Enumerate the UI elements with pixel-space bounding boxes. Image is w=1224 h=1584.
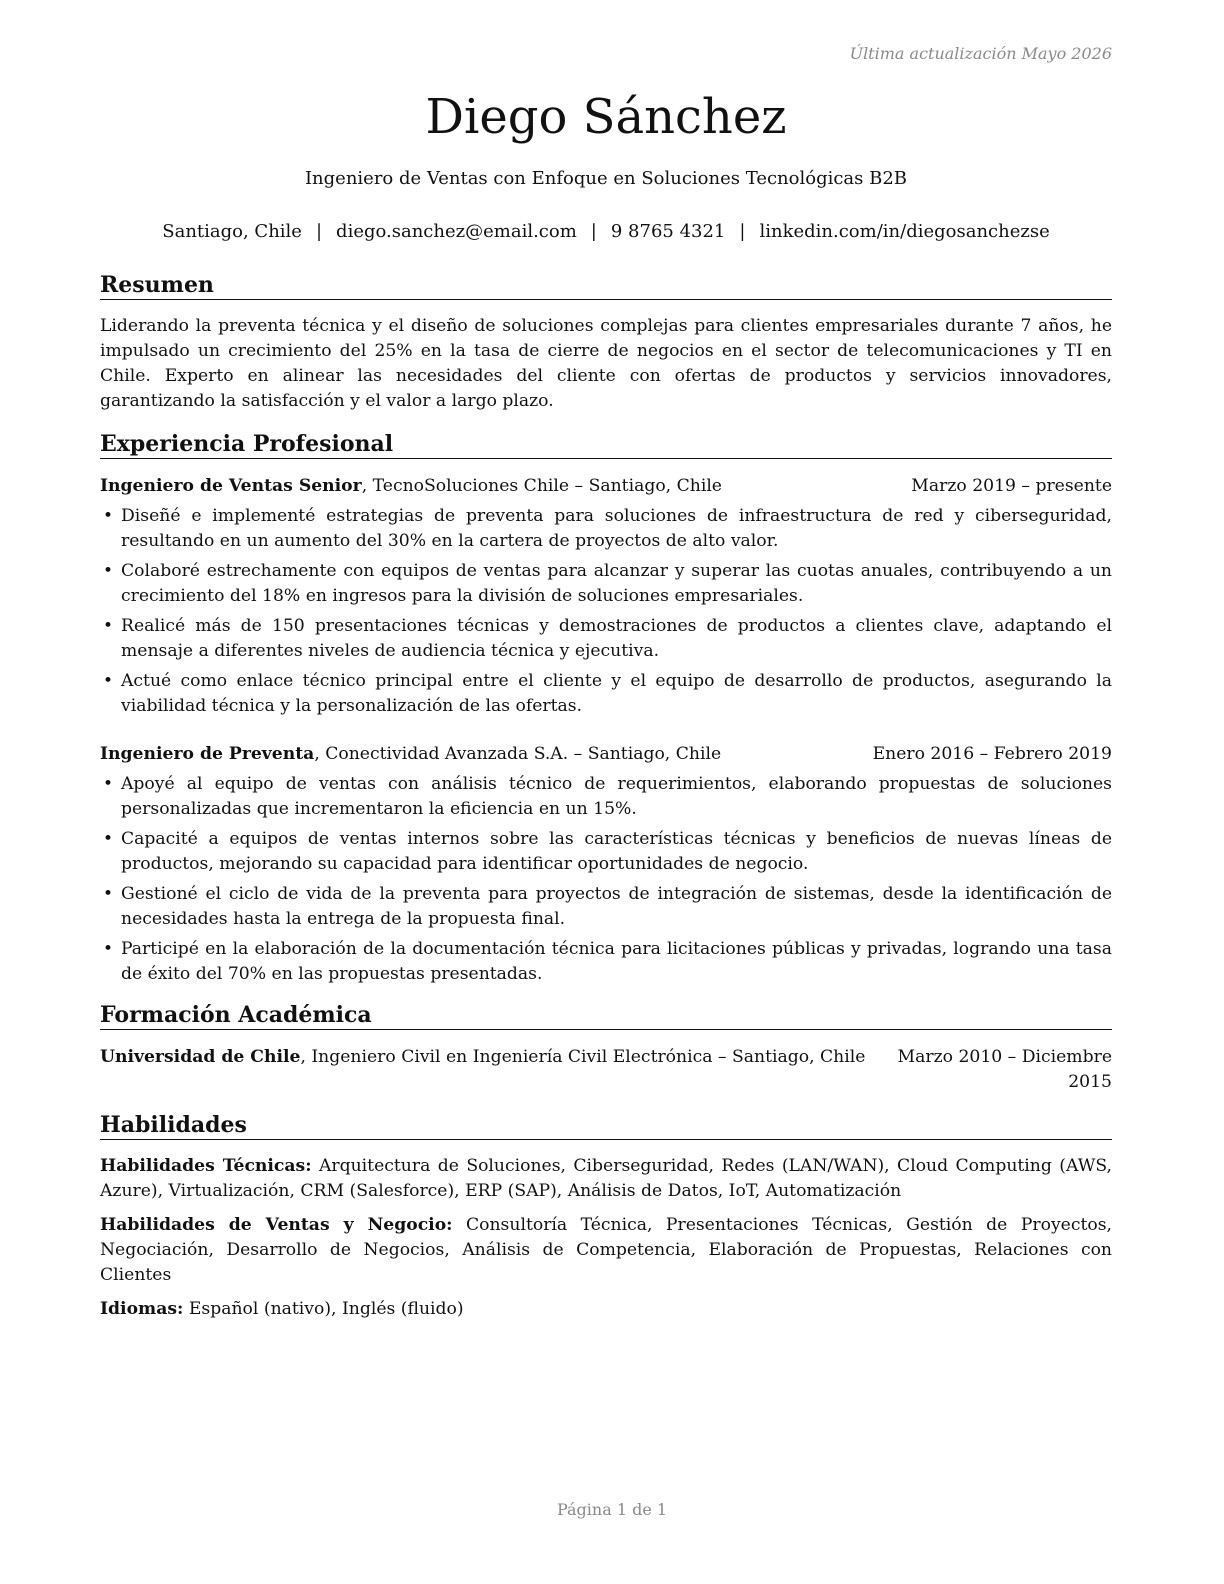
candidate-name: Diego Sánchez: [425, 89, 787, 145]
job-dates: Enero 2016 – Febrero 2019: [872, 744, 1112, 764]
bullet-icon: •: [103, 616, 114, 636]
bullet-text: Diseñé e implementé estrategias de preventa para soluciones de infraestructura de red y ciberseguridad, resultando en un aumento del 30% en la cartera de proyectos de alto valor.: [121, 506, 1112, 551]
contact-linkedin[interactable]: linkedin.com/in/diegosanchezse: [759, 221, 1050, 242]
contact-phone: 9 8765 4321: [610, 221, 726, 242]
bullet-icon: •: [103, 829, 114, 849]
bullet-icon: •: [103, 671, 114, 691]
bullet-icon: •: [103, 939, 114, 959]
page-number: Página 1 de 1: [556, 1500, 668, 1519]
skills-languages-text: Español (nativo), Inglés (fluido): [188, 1299, 464, 1319]
bullet-text: Gestioné el ciclo de vida de la preventa para proyectos de integración de sistemas, desde la identificación de necesidades hasta la entrega de la propuesta final.: [121, 884, 1112, 929]
list-item: [100, 669, 1112, 719]
section-title-education: Formación Académica: [100, 1002, 1112, 1030]
section-title-summary: Resumen: [100, 272, 1112, 300]
job-bullets: [100, 504, 1112, 724]
job-dates: Marzo 2019 – presente: [911, 476, 1112, 496]
education-institution: Universidad de Chile: [100, 1047, 301, 1067]
skills-business-label: Habilidades de Ventas y Negocio:: [100, 1215, 453, 1235]
skills-business-text: Consultoría Técnica, Presentaciones Técnicas, Gestión de Proyectos, Negociación, Desarrollo de Negocios, Análisis de Competencia, Elaboración de Propuestas, Relaciones con Clientes: [100, 1215, 1112, 1285]
skills-technical: [100, 1154, 1112, 1204]
bullet-text: Capacité a equipos de ventas internos sobre las características técnicas y beneficios de nuevas líneas de productos, mejorando su capacidad para identificar oportunidades de negocio.: [121, 829, 1112, 874]
job-company: , TecnoSoluciones Chile – Santiago, Chile: [361, 476, 722, 496]
job-header: [100, 742, 1112, 767]
contact-separator: |: [739, 221, 746, 242]
list-item: [100, 559, 1112, 609]
job-title: Ingeniero de Ventas Senior: [100, 476, 362, 496]
bullet-text: Apoyé al equipo de ventas con análisis técnico de requerimientos, elaborando propuestas de soluciones personalizadas que incrementaron la eficiencia en un 15%.: [121, 774, 1112, 819]
bullet-text: Realicé más de 150 presentaciones técnicas y demostraciones de productos a clientes clave, adaptando el mensaje a diferentes niveles de audiencia técnica y ejecutiva.: [121, 616, 1112, 661]
list-item: [100, 614, 1112, 664]
skills-technical-label: Habilidades Técnicas:: [100, 1156, 312, 1176]
headline: Ingeniero de Ventas con Enfoque en Soluciones Tecnológicas B2B: [304, 168, 908, 189]
job-header: [100, 474, 1112, 499]
skills-business: [100, 1213, 1112, 1288]
contact-email[interactable]: diego.sanchez@email.com: [336, 221, 577, 242]
skills-technical-text: Arquitectura de Soluciones, Ciberseguridad, Redes (LAN/WAN), Cloud Computing (AWS, Azure), Virtualización, CRM (Salesforce), ERP (SAP), Análisis de Datos, IoT, Automatización: [100, 1156, 1112, 1201]
job-company: , Conectividad Avanzada S.A. – Santiago, Chile: [314, 744, 722, 764]
list-item: [100, 937, 1112, 987]
contact-line: [100, 220, 1112, 244]
list-item: [100, 504, 1112, 554]
section-title-experience: Experiencia Profesional: [100, 431, 1112, 459]
bullet-icon: •: [103, 506, 114, 526]
job-title: Ingeniero de Preventa: [100, 744, 315, 764]
bullet-text: Participé en la elaboración de la documentación técnica para licitaciones públicas y privadas, logrando una tasa de éxito del 70% en las propuestas presentadas.: [121, 939, 1112, 984]
list-item: [100, 772, 1112, 822]
contact-location: Santiago, Chile: [162, 221, 302, 242]
skills-block: [100, 1154, 1112, 1331]
skills-languages: [100, 1297, 1112, 1322]
list-item: [100, 882, 1112, 932]
bullet-icon: •: [103, 561, 114, 581]
summary-text: Liderando la preventa técnica y el diseño de soluciones complejas para clientes empresariales durante 7 años, he impulsado un crecimiento del 25% en la tasa de cierre de negocios en el sector de telecomunicaciones y TI en Chile. Experto en alinear las necesidades del cliente con ofertas de productos y servicios innovadores, garantizando la satisfacción y el valor a largo plazo.: [100, 316, 1112, 411]
skills-languages-label: Idiomas:: [100, 1299, 184, 1319]
contact-separator: |: [315, 221, 323, 242]
education-entry: [100, 1045, 1112, 1092]
section-title-skills: Habilidades: [100, 1112, 1112, 1140]
bullet-icon: •: [103, 884, 114, 904]
education-degree: , Ingeniero Civil en Ingeniería Civil Electrónica – Santiago, Chile: [300, 1047, 866, 1067]
education-dates: Marzo 2010 – Diciembre 2015: [897, 1047, 1112, 1092]
contact-separator: |: [590, 221, 597, 242]
last-updated: Última actualización Mayo 2026: [849, 44, 1112, 63]
bullet-text: Actué como enlace técnico principal entre el cliente y el equipo de desarrollo de productos, asegurando la viabilidad técnica y la personalización de las ofertas.: [121, 671, 1112, 716]
job-bullets: [100, 772, 1112, 992]
bullet-icon: •: [103, 774, 114, 794]
list-item: [100, 827, 1112, 877]
bullet-text: Colaboré estrechamente con equipos de ventas para alcanzar y superar las cuotas anuales, contribuyendo a un crecimiento del 18% en ingresos para la división de soluciones empresariales.: [121, 561, 1112, 606]
